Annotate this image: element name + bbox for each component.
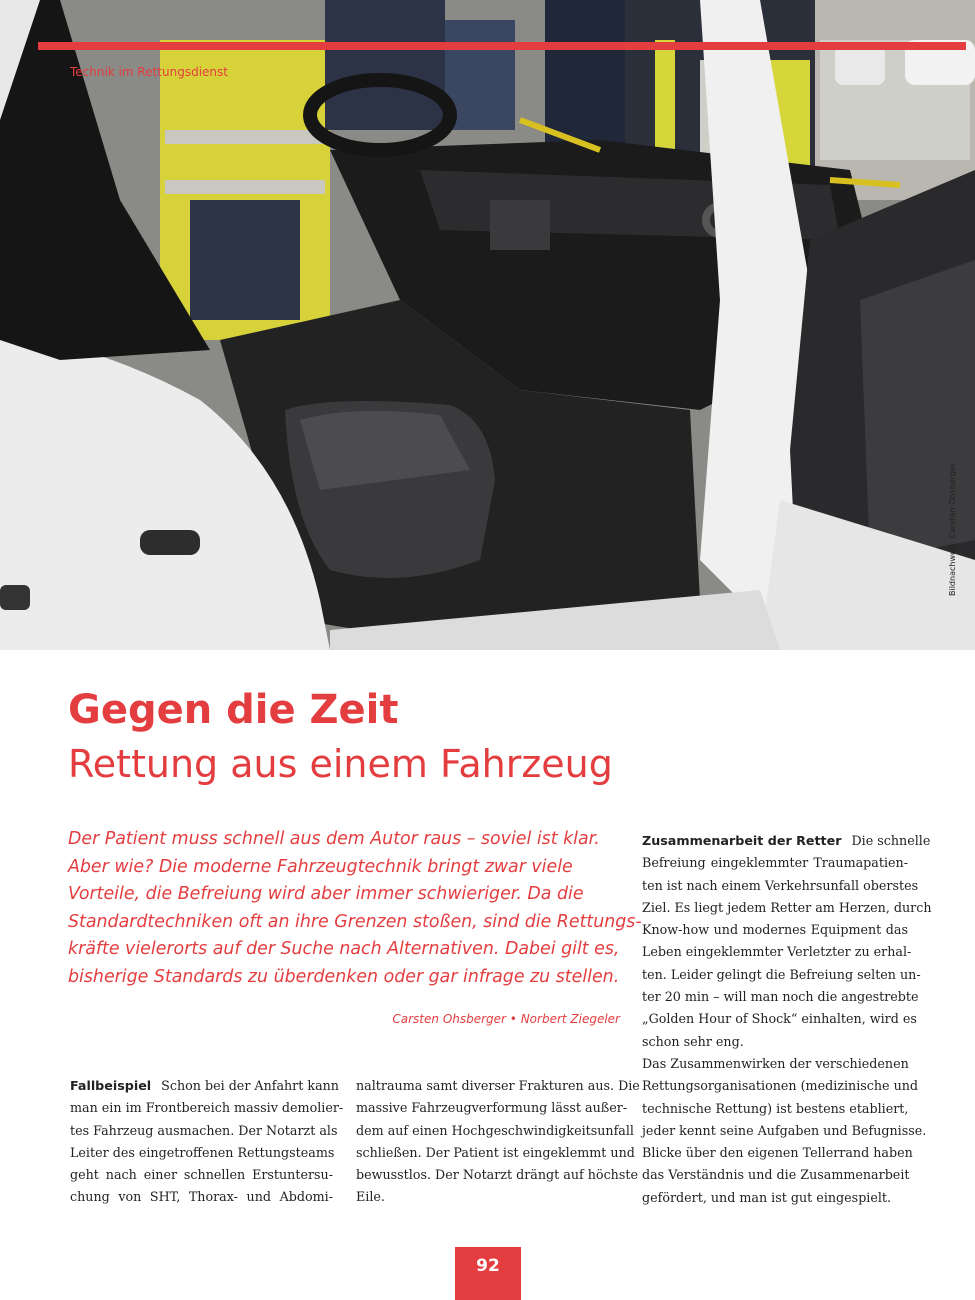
body-line: gefördert, und man ist gut eingespielt. bbox=[642, 1189, 892, 1205]
body-line: technische Rettung) ist bestens etabliert, bbox=[642, 1100, 909, 1116]
body-column-2 bbox=[356, 1075, 640, 1209]
lead-line: bisherige Standards zu überdenken oder gar infrage zu stellen. bbox=[68, 966, 620, 987]
authors: Carsten Ohsberger • Norbert Ziegeler bbox=[392, 1012, 620, 1026]
photo-credit: Bildnachweis: Carsten Ohsberger bbox=[948, 462, 957, 596]
body-column-3 bbox=[642, 830, 932, 1209]
lead-paragraph bbox=[68, 826, 642, 991]
body-line: ten ist nach einem Verkehrsunfall oberstes bbox=[642, 877, 919, 893]
body-line: tes Fahrzeug ausmachen. Der Notarzt als bbox=[70, 1122, 338, 1138]
body-line: chung von SHT, Thorax- und Abdomi- bbox=[70, 1189, 333, 1205]
lead-line: Vorteile, die Befreiung wird aber immer schwieriger. Da die bbox=[68, 884, 584, 904]
body-line: naltrauma samt diverser Frakturen aus. Die bbox=[356, 1078, 640, 1093]
body-line: Ziel. Es liegt jedem Retter am Herzen, durch bbox=[642, 899, 932, 915]
body-line: ter 20 min – will man noch die angestrebte bbox=[642, 989, 919, 1005]
body-line: massive Fahrzeugverformung lässt außer- bbox=[356, 1100, 628, 1116]
body-line: geht nach einer schnellen Erstuntersu- bbox=[70, 1167, 333, 1183]
body-line: „Golden Hour of Shock“ einhalten, wird es bbox=[642, 1011, 917, 1027]
body-line: Blicke über den eigenen Tellerrand haben bbox=[642, 1145, 913, 1161]
lead-line: Aber wie? Die moderne Fahrzeugtechnik bringt zwar viele bbox=[68, 856, 573, 877]
lead-line: kräfte vielerorts auf der Suche nach Alternativen. Dabei gilt es, bbox=[68, 939, 620, 959]
section-lead-in: Fallbeispiel bbox=[70, 1078, 152, 1093]
body-line: schon sehr eng. bbox=[642, 1033, 744, 1049]
body-line: Zusammenarbeit der Retter Die schnelle bbox=[642, 833, 931, 848]
top-red-rule bbox=[38, 42, 966, 50]
headline: Gegen die Zeit bbox=[68, 687, 399, 733]
body-line: ten. Leider gelingt die Befreiung selten un- bbox=[642, 966, 921, 982]
body-line: schließen. Der Patient ist eingeklemmt und bbox=[356, 1144, 635, 1160]
page-number: 92 bbox=[455, 1247, 521, 1300]
lead-line: Standardtechniken oft an ihre Grenzen stoßen, sind die Rettungs- bbox=[68, 911, 642, 932]
body-line: das Verständnis und die Zusammenarbeit bbox=[642, 1167, 910, 1183]
section-lead-in: Zusammenarbeit der Retter bbox=[642, 833, 842, 848]
body-line: Befreiung eingeklemmter Traumapatien- bbox=[642, 855, 908, 871]
lead-line: Der Patient muss schnell aus dem Autor raus – soviel ist klar. bbox=[68, 829, 600, 849]
body-line: Know-how und modernes Equipment das bbox=[642, 922, 908, 938]
section-label: Technik im Rettungsdienst bbox=[70, 65, 228, 79]
body-line: jeder kennt seine Aufgaben und Befugnisse. bbox=[642, 1122, 927, 1138]
body-line: man ein im Frontbereich massiv demolier- bbox=[70, 1100, 344, 1116]
body-line: bewusstlos. Der Notarzt drängt auf höchste bbox=[356, 1167, 638, 1183]
body-line: dem auf einen Hochgeschwindigkeitsunfall bbox=[356, 1122, 634, 1138]
body-line: Rettungsorganisationen (medizinische und bbox=[642, 1078, 919, 1094]
subheadline: Rettung aus einem Fahrzeug bbox=[68, 742, 613, 786]
body-line: Fallbeispiel Schon bei der Anfahrt kann bbox=[70, 1078, 339, 1093]
body-line: Leiter des eingetroffenen Rettungsteams bbox=[70, 1144, 335, 1160]
body-column-1 bbox=[70, 1075, 344, 1209]
body-line: Das Zusammenwirken der verschiedenen bbox=[642, 1055, 909, 1071]
body-line: Leben eingeklemmter Verletzter zu erhal- bbox=[642, 944, 912, 960]
body-line: Eile. bbox=[356, 1189, 385, 1205]
